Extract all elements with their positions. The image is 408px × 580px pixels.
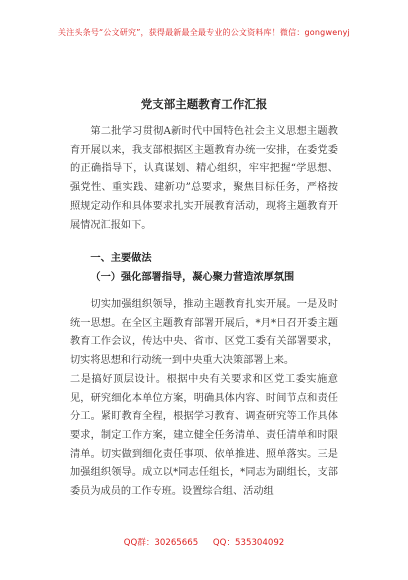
subsection-heading xyxy=(70,268,338,287)
content-rest-text: 二是搞好顶层设计。根据中央有关要求和区党工委实施意见，研究细化本单位方案，明确具体内容、时间节点和责任分工。紧盯教育全程，根据学习教育、调查研究等工作具体要求，制定工作方案，建立健全任务清单、责任清单和时限清单。切实做到细化责任事项、依单推进、照单落实。三是加强组织领导。成立以*同志任组长，*同志为副组长，支部委员为成员的工作专班。设置综合组、活动组 xyxy=(70,373,338,498)
document-title: 党支部主题教育工作汇报 xyxy=(140,97,268,111)
intro-paragraph xyxy=(70,123,338,235)
footer-qq-group: QQ群：30265665 xyxy=(123,538,199,548)
header-banner: 关注头条号“公文研究”，获得最新最全最专业的公文资料库！微信：gongwenyj xyxy=(58,28,350,37)
subsection-heading-text: （一）强化部署指导，凝心聚力营造浓厚氛围 xyxy=(90,271,295,283)
section-heading-text: 一、主要做法 xyxy=(90,252,152,264)
section-heading xyxy=(70,249,338,268)
content-paragraph xyxy=(70,296,338,502)
intro-text: 第二批学习贯彻A新时代中国特色社会主义思想主题教育开展以来，我支部根据区主题教育办统一安排，在委党委的正确指导下，认真谋划、精心组织，牢牢把握“学思想、强党性、重实践、建新功”总要求，聚焦目标任务，严格按照规定动作和具体要求扎实开展教育活动，现将主题教育开展情况汇报如下。 xyxy=(70,126,338,231)
footer-qq: QQ：535304092 xyxy=(212,538,285,548)
content-lead-text: 切实加强组织领导，推动主题教育扎实开展。一是及时统一思想。在全区主题教育部署开展后，*月*日召开委主题教育工作会议，传达中央、省市、区党工委有关部署要求，切实将思想和行动统一到中央重大决策部署上来。 xyxy=(70,299,338,367)
footer-contacts xyxy=(0,536,408,548)
